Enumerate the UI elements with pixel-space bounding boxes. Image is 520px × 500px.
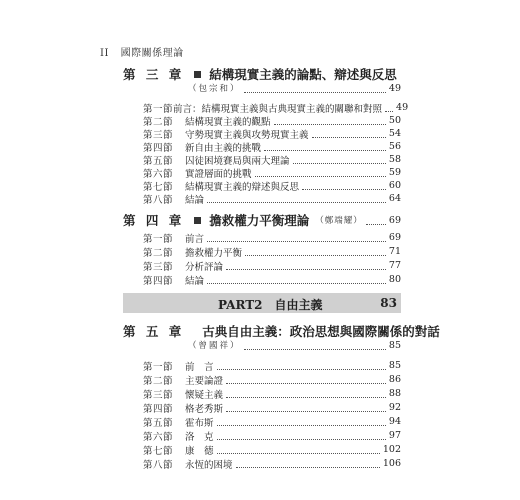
leader-dots bbox=[264, 150, 386, 151]
toc-entry bbox=[143, 140, 401, 153]
part-page: 83 bbox=[380, 296, 397, 310]
section-page: 60 bbox=[388, 180, 401, 191]
section-label: 第七節 bbox=[143, 445, 174, 457]
leader-dots bbox=[302, 189, 386, 190]
section-label: 第四節 bbox=[143, 275, 174, 287]
chapter-author: （曾國祥） bbox=[188, 341, 241, 351]
section-label: 第一節 bbox=[143, 361, 174, 373]
leader-dots bbox=[236, 467, 380, 468]
toc-entry bbox=[143, 192, 401, 205]
square-bullet-icon bbox=[194, 217, 201, 224]
section-title: 囚徒困境賽局與兩大理論 bbox=[185, 155, 290, 167]
section-page: 85 bbox=[388, 360, 401, 371]
leader-dots bbox=[226, 397, 386, 398]
leader-dots bbox=[207, 283, 386, 284]
section-label: 第四節 bbox=[143, 142, 174, 154]
section-label: 第四節 bbox=[143, 403, 174, 415]
toc-entry bbox=[143, 153, 401, 166]
part-heading-band bbox=[123, 293, 401, 313]
toc-entry bbox=[143, 127, 401, 140]
chapter-title: 古典自由主義：政治思想與國際關係的對話 bbox=[202, 324, 440, 339]
section-title: 守勢現實主義與攻勢現實主義 bbox=[185, 129, 309, 141]
section-page: 56 bbox=[388, 141, 401, 152]
chapter-author: （鄭端耀） bbox=[315, 216, 363, 226]
section-label: 第二節 bbox=[143, 375, 174, 387]
section-label: 第七節 bbox=[143, 181, 174, 193]
section-title: 康 德 bbox=[185, 445, 214, 457]
section-title: 實證層面的挑戰 bbox=[185, 168, 252, 180]
section-label: 第六節 bbox=[143, 168, 174, 180]
section-title: 洛 克 bbox=[185, 431, 214, 443]
section-page: 49 bbox=[396, 102, 409, 113]
section-page: 58 bbox=[388, 154, 401, 165]
leader-dots bbox=[312, 137, 386, 138]
leader-dots bbox=[293, 163, 386, 164]
leader-dots bbox=[217, 453, 380, 454]
leader-dots bbox=[207, 202, 386, 203]
chapter-3-author-line bbox=[188, 81, 401, 95]
section-page: 94 bbox=[388, 416, 401, 427]
toc-entry bbox=[143, 401, 401, 414]
chapter-page: 49 bbox=[388, 82, 401, 94]
section-title: 前言：結構現實主義與古典現實主義的關聯和對照 bbox=[173, 103, 383, 115]
chapter-author: （包宗和） bbox=[188, 84, 241, 94]
section-page: 88 bbox=[388, 388, 401, 399]
toc-entry bbox=[143, 373, 401, 386]
section-page: 102 bbox=[382, 444, 401, 455]
section-title: 分析評論 bbox=[185, 261, 224, 273]
section-page: 86 bbox=[388, 374, 401, 385]
section-label: 第二節 bbox=[143, 116, 174, 128]
section-label: 第六節 bbox=[143, 431, 174, 443]
section-title: 懷疑主義 bbox=[185, 389, 224, 401]
section-page: 59 bbox=[388, 167, 401, 178]
section-label: 第八節 bbox=[143, 459, 174, 471]
chapter-label: 第 四 章 bbox=[123, 213, 185, 228]
section-page: 71 bbox=[388, 246, 401, 257]
section-page: 50 bbox=[388, 115, 401, 126]
leader-dots bbox=[217, 425, 386, 426]
toc-entry bbox=[143, 415, 401, 428]
chapter-label: 第 三 章 bbox=[123, 67, 185, 82]
chapter-page: 69 bbox=[388, 214, 401, 226]
toc-entry bbox=[143, 429, 401, 442]
chapter-page: 85 bbox=[388, 339, 401, 351]
section-label: 第一節 bbox=[143, 233, 174, 245]
chapter-label: 第 五 章 bbox=[123, 324, 185, 339]
toc-entry bbox=[143, 273, 401, 286]
section-title: 主要論證 bbox=[185, 375, 224, 387]
section-title: 結構現實主義的辯述與反思 bbox=[185, 181, 300, 193]
section-page: 92 bbox=[388, 402, 401, 413]
leader-dots bbox=[244, 349, 386, 350]
section-title: 結構現實主義的觀點 bbox=[185, 116, 271, 128]
toc-entry bbox=[143, 387, 401, 400]
toc-entry bbox=[143, 231, 401, 244]
toc-entry bbox=[143, 114, 401, 127]
section-page: 69 bbox=[388, 232, 401, 243]
section-title: 新自由主義的挑戰 bbox=[185, 142, 262, 154]
section-title: 結論 bbox=[185, 275, 205, 287]
header-page-number: II bbox=[100, 48, 109, 59]
section-title: 擔救權力平衡 bbox=[185, 247, 243, 259]
part-title: PART2 自由主義 bbox=[218, 298, 323, 312]
section-label: 第八節 bbox=[143, 194, 174, 206]
chapter-4-heading bbox=[123, 211, 401, 229]
section-label: 第一節 bbox=[143, 103, 174, 115]
chapter-title: 擔救權力平衡理論 bbox=[209, 213, 310, 228]
section-page: 54 bbox=[388, 128, 401, 139]
section-title: 永恆的困境 bbox=[185, 459, 233, 471]
section-label: 第五節 bbox=[143, 155, 174, 167]
section-page: 97 bbox=[388, 430, 401, 441]
toc-entry bbox=[143, 179, 401, 192]
section-label: 第二節 bbox=[143, 247, 174, 259]
toc-entry bbox=[143, 457, 401, 470]
leader-dots bbox=[245, 255, 386, 256]
section-label: 第三節 bbox=[143, 129, 174, 141]
leader-dots bbox=[366, 224, 386, 225]
chapter-title: 結構現實主義的論點、辯述與反思 bbox=[209, 67, 397, 82]
section-title: 前 言 bbox=[185, 361, 214, 373]
toc-entry bbox=[143, 101, 409, 115]
toc-entry bbox=[143, 166, 401, 179]
section-title: 前言 bbox=[185, 233, 205, 245]
section-label: 第五節 bbox=[143, 417, 174, 429]
leader-dots bbox=[217, 369, 386, 370]
section-title: 結論 bbox=[185, 194, 205, 206]
section-page: 80 bbox=[388, 274, 401, 285]
leader-dots bbox=[255, 176, 386, 177]
leader-dots bbox=[385, 111, 393, 112]
header-book-title: 國際關係理論 bbox=[120, 48, 184, 59]
leader-dots bbox=[226, 411, 386, 412]
leader-dots bbox=[226, 383, 386, 384]
section-label: 第三節 bbox=[143, 389, 174, 401]
toc-entry bbox=[143, 245, 401, 258]
leader-dots bbox=[244, 92, 386, 93]
section-title: 霍布斯 bbox=[185, 417, 214, 429]
toc-entry bbox=[143, 443, 401, 456]
leader-dots bbox=[217, 439, 386, 440]
toc-entry bbox=[143, 259, 401, 272]
leader-dots bbox=[226, 269, 386, 270]
section-label: 第三節 bbox=[143, 261, 174, 273]
section-page: 64 bbox=[388, 193, 401, 204]
leader-dots bbox=[207, 241, 386, 242]
running-header bbox=[100, 44, 184, 59]
toc-entry bbox=[143, 359, 401, 372]
section-title: 格老秀斯 bbox=[185, 403, 224, 415]
square-bullet-icon bbox=[194, 71, 201, 78]
section-page: 77 bbox=[388, 260, 401, 271]
leader-dots bbox=[274, 124, 386, 125]
section-page: 106 bbox=[382, 458, 401, 469]
chapter-5-author-line bbox=[188, 338, 401, 352]
